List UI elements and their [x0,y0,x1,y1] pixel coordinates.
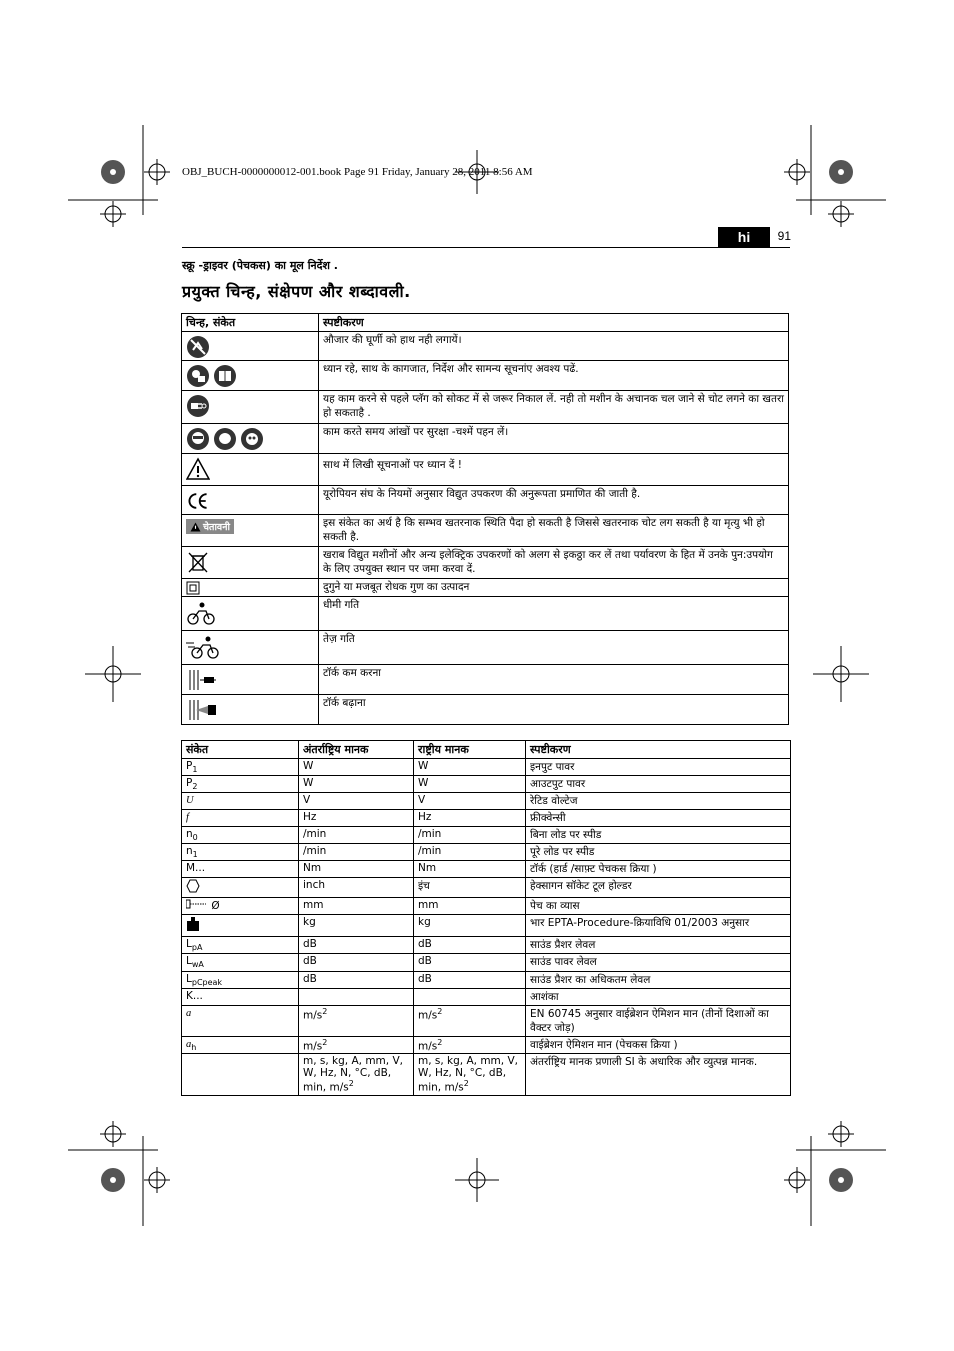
nat-unit-cell [414,1036,526,1054]
unit: Hz [303,811,317,824]
symbol: a [186,1007,192,1019]
intl-unit-cell [299,898,414,915]
unit: m/s [303,1009,323,1022]
unit: mm [418,899,439,912]
description-cell: हेक्सागन सॉकेट टूल होल्डर [526,878,791,898]
page-number: 91 [777,229,791,243]
hexagon-socket-icon [186,879,200,893]
description-cell: भार EPTA-Procedure-क्रियाविधि 01/2003 अनुसार [526,915,791,937]
no-touch-rotating-icon [186,335,210,359]
symbol: n [186,828,193,841]
table-row [182,878,791,898]
table-row [182,844,791,861]
fast-speed-icon [186,634,220,660]
unit-superscript: 2 [322,1037,328,1047]
double-insulation-icon [186,581,200,595]
table-row [182,793,791,810]
table-cell: टॉर्क कम करना [319,665,789,695]
symbol-cell [182,844,299,861]
ce-mark-icon [186,489,210,513]
symbol-cell [182,793,299,810]
symbol: U [186,795,194,807]
unit: /min [418,845,442,858]
torque-decrease-icon [186,668,220,692]
description-cell: पेच का व्यास [526,898,791,915]
table-cell: धीमी गति [319,597,789,631]
table-row [182,695,789,725]
table-row [182,988,791,1005]
intl-unit-cell [299,878,414,898]
weee-bin-icon [186,550,210,574]
unit: dB [303,955,317,968]
unit-superscript: 2 [463,1079,469,1089]
book-metadata: OBJ_BUCH-0000000012-001.book Page 91 Friday, January 28, 2011 8:56 AM [182,166,533,178]
intl-unit-cell [299,937,414,954]
table-row [182,515,789,547]
table-row [182,579,789,597]
unit-superscript: 2 [322,1006,328,1016]
column-header: राष्ट्रीय मानक [414,741,526,759]
symbol-cell [182,971,299,988]
table-cell: दुगुने या मजबूत रोधक गुण का उत्पादन [319,579,789,597]
symbol: K... [186,989,203,1002]
unit: m, s, kg, A, mm, V, W, Hz, N, °C, dB, min, m/s [418,1055,518,1094]
intl-unit-cell [299,861,414,878]
intl-unit-cell [299,776,414,793]
unit: inch [303,879,325,892]
unit-superscript: 2 [437,1037,443,1047]
table-row [182,486,789,515]
language-badge: hi [718,227,770,247]
symbol-cell [182,776,299,793]
table-cell: इस संकेत का अर्थ है कि सम्भव खतरनाक स्थिति पैदा हो सकती है जिससे खतरनाक चोट लग सकती है या मृत्यु भी हो सकती है. [319,515,789,547]
symbol: M... [186,862,206,875]
table-row [182,759,791,776]
table-cell: टॉर्क बढ़ाना [319,695,789,725]
symbol-cell [182,1036,299,1054]
symbol: L [186,938,192,951]
column-header: संकेत [182,741,299,759]
intl-unit-cell [299,915,414,937]
nat-unit-cell [414,937,526,954]
warning-triangle-icon [186,457,210,481]
symbol: P [186,777,193,790]
nat-unit-cell [414,861,526,878]
nat-unit-cell [414,810,526,827]
page-title: प्रयुक्त चिन्ह, संक्षेपण और शब्दावली. [182,282,411,301]
description-cell: टॉर्क (हार्ड /साफ़्ट पेचकस क्रिया ) [526,861,791,878]
unit: V [303,794,311,807]
nat-unit-cell [414,776,526,793]
nat-unit-cell [414,971,526,988]
symbol-subscript: wA [191,960,204,970]
unit: mm [303,899,324,912]
description-cell: रेटिड वोल्टेज [526,793,791,810]
column-header: चिन्ह, संकेत [182,314,319,332]
slow-speed-icon [186,600,216,626]
unplug-icon [186,394,210,418]
symbol-cell [182,878,299,898]
unit: इंच [418,880,430,893]
description-cell: पूरे लोड पर स्पीड [526,844,791,861]
symbol-cell [182,861,299,878]
symbol: n [186,845,193,858]
unit: /min [303,828,327,841]
unit: dB [418,972,432,985]
description-cell: EN 60745 अनुसार वाईब्रेशन ऐमिशन मान (तीनों दिशाओं का वैक्टर जोड़) [526,1005,791,1036]
unit: dB [303,972,317,985]
nat-unit-cell [414,844,526,861]
unit: m/s [418,1040,438,1053]
nat-unit-cell [414,954,526,971]
unit-superscript: 2 [348,1079,354,1089]
description-cell: आउटपुट पावर [526,776,791,793]
unit: /min [303,845,327,858]
unit: dB [418,955,432,968]
symbol-cell [182,915,299,937]
intl-unit-cell [299,759,414,776]
symbol: P [186,760,193,772]
table-row [182,631,789,665]
table-cell: यूरोपियन संघ के नियमों अनुसार विद्युत उपकरण की अनुरूपता प्रमाणित की जाती है. [319,486,789,515]
unit: W [418,777,429,790]
unit: W [303,760,314,772]
table-row [182,861,791,878]
nat-unit-cell [414,827,526,844]
table-cell: ध्यान रहे, साथ के कागजात, निर्देश और सामन्य सूचनांए अवश्य पढें. [319,361,789,391]
description-cell: फ्रीक्वेन्सी [526,810,791,827]
table-cell: खराब विद्युत मशीनों और अन्य इलेक्ट्रिक उपकरणों को अलग से इकठ्ठा कर लें तथा पर्यावरण के हित में उनके पुन:उपयोग के लिए उपयुक्त स्थान पर जमा करवा दें. [319,547,789,579]
table-row [182,971,791,988]
unit: kg [418,916,431,929]
unit: Hz [418,811,432,824]
header-divider [182,247,790,248]
nat-unit-cell [414,898,526,915]
description-cell: साउंड पावर लेवल [526,954,791,971]
intl-unit-cell [299,827,414,844]
table-cell: साथ में लिखी सूचनाओं पर ध्यान दें ! [319,454,789,486]
unit: /min [418,828,442,841]
nat-unit-cell [414,759,526,776]
unit: W [303,777,314,790]
table-cell: काम करते समय आंखों पर सुरक्षा -चश्में पहन लें। [319,424,789,454]
table-row [182,361,789,391]
symbol-cell [182,827,299,844]
symbol-subscript: pCpeak [191,977,223,987]
torque-increase-icon [186,698,220,722]
ear-protection-icon [213,427,237,451]
unit: W [418,760,429,772]
symbol-subscript: 1 [192,850,198,860]
table-row [182,1005,791,1036]
unit: Nm [303,862,322,875]
table-row [182,937,791,954]
column-header: अंतर्राष्ट्रिय मानक [299,741,414,759]
intl-unit-cell [299,844,414,861]
description-cell: वाईब्रेशन ऐमिशन मान (पेचकस क्रिया ) [526,1036,791,1054]
symbol-subscript: 1 [192,765,198,775]
table-cell: औजार की घूर्णी को हाथ नही लगायें। [319,332,789,361]
safety-goggles-icon [186,427,210,451]
symbol-cell [182,759,299,776]
intl-unit-cell [299,988,414,1005]
table-row [182,776,791,793]
intl-unit-cell [299,1054,414,1096]
intl-unit-cell [299,1005,414,1036]
symbol: a [186,1038,192,1050]
book-icon [213,364,237,388]
symbol-subscript: 0 [192,833,198,843]
table-row [182,332,789,361]
intl-unit-cell [299,971,414,988]
unit: Nm [418,862,437,875]
nat-unit-cell [414,988,526,1005]
nat-unit-cell [414,915,526,937]
unit-superscript: 2 [437,1006,443,1016]
unit: m, s, kg, A, mm, V, W, Hz, N, °C, dB, min, m/s [303,1055,403,1094]
symbol-cell [182,937,299,954]
table-row [182,391,789,424]
unit: V [418,794,426,807]
symbol-cell [182,954,299,971]
unit: kg [303,916,316,929]
table-row [182,898,791,915]
column-header: स्पष्टीकरण [319,314,789,332]
unit: dB [418,938,432,951]
table-row [182,827,791,844]
table-row [182,454,789,486]
read-manual-icon [186,364,210,388]
table-row [182,954,791,971]
symbol-cell [182,898,299,915]
table-header-row [182,741,791,759]
intl-unit-cell [299,810,414,827]
table-row [182,424,789,454]
symbol: L [186,972,192,985]
symbol-cell [182,1054,299,1096]
table-row [182,1036,791,1054]
unit: dB [303,938,317,951]
table-cell: तेज़ गति [319,631,789,665]
unit: m/s [303,1040,323,1053]
warning-badge [186,519,234,534]
nat-unit-cell [414,793,526,810]
symbol: Ø [211,900,220,913]
symbol-cell [182,988,299,1005]
symbol-cell [182,810,299,827]
document-subtitle: स्क्रू -ड्राइवर (पेचकस) का मूल निर्देश . [182,259,338,272]
description-cell: अंतर्राष्ट्रिय मानक प्रणाली SI के अधारिक और व्युत्पन्न मानक. [526,1054,791,1096]
nat-unit-cell [414,1054,526,1096]
symbol-subscript: 2 [192,782,198,792]
table-header-row [182,314,789,332]
unit: m/s [418,1009,438,1022]
table-row [182,1054,791,1096]
description-cell: साउंड प्रैशर का अधिकतम लेवल [526,971,791,988]
description-cell: बिना लोड पर स्पीड [526,827,791,844]
symbol: L [186,955,192,968]
symbols-table [181,313,789,725]
intl-unit-cell [299,1036,414,1054]
table-row [182,915,791,937]
intl-unit-cell [299,954,414,971]
nat-unit-cell [414,1005,526,1036]
units-table [181,740,791,1096]
warning-triangle-icon [190,522,201,532]
symbol-cell [182,1005,299,1036]
symbol-subscript: h [191,1042,197,1052]
symbol-subscript: pA [191,943,203,953]
table-row [182,665,789,695]
symbol: f [186,812,189,824]
column-header: स्पष्टीकरण [526,741,791,759]
description-cell: आशंका [526,988,791,1005]
screw-icon [186,899,208,909]
units-table-body [182,759,791,1096]
table-row [182,810,791,827]
table-cell: यह काम करने से पहले प्लॅग को सोकट में से जरूर निकाल लें. नही तो मशीन के अचानक चल जाने से चोट लगने का खतरा हो सकताहै . [319,391,789,424]
face-protection-icon [240,427,264,451]
description-cell: इनपुट पावर [526,759,791,776]
table-row [182,547,789,579]
warning-badge-label: चेतावनी [203,522,230,533]
weight-icon [186,916,200,932]
intl-unit-cell [299,793,414,810]
table-row [182,597,789,631]
description-cell: साउंड प्रैशर लेवल [526,937,791,954]
nat-unit-cell [414,878,526,898]
